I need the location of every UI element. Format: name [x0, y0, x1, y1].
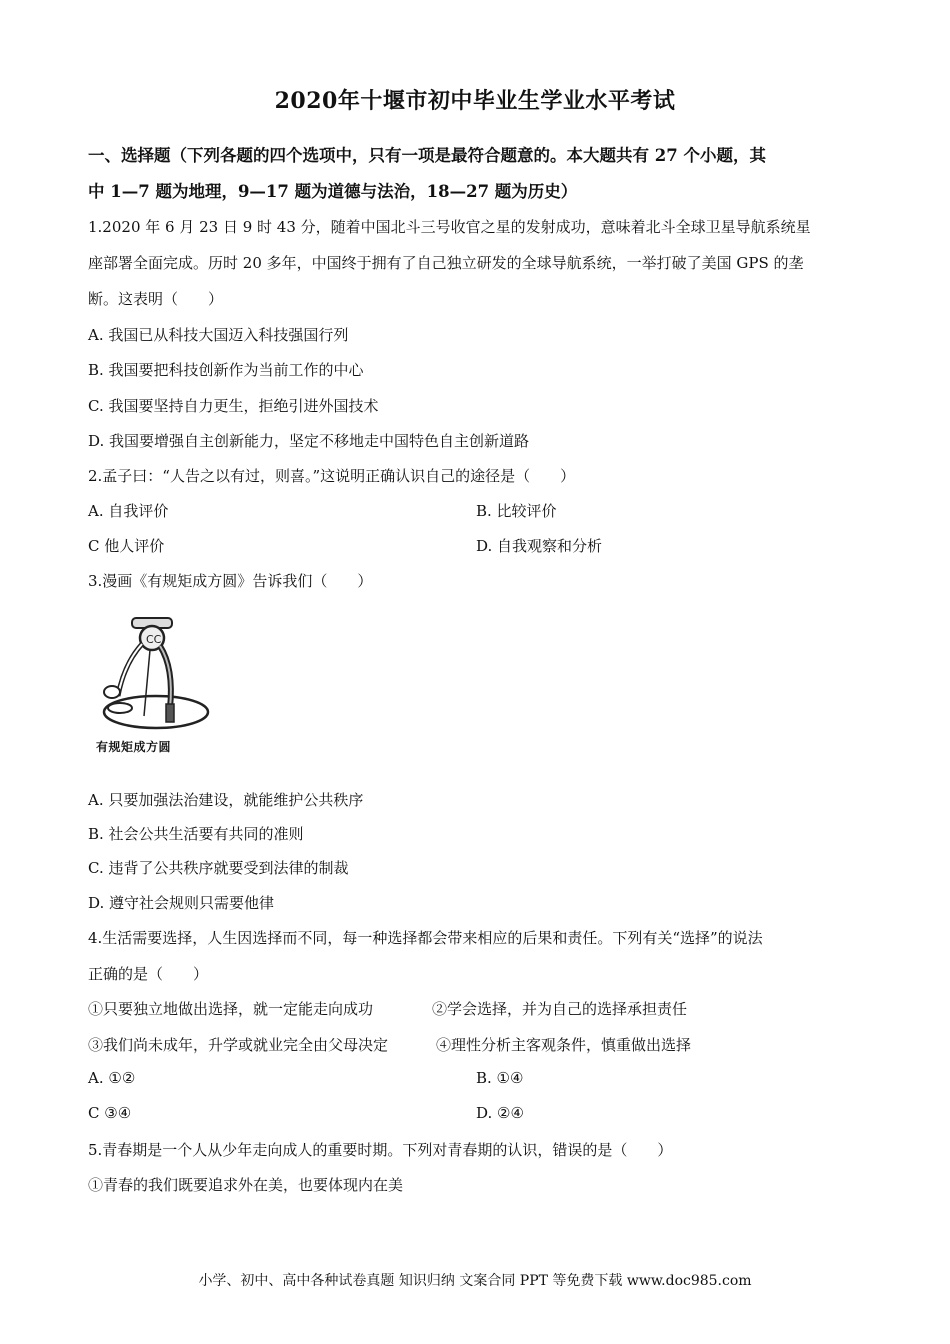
q3-option-d: D. 遵守社会规则只需要他律: [88, 894, 275, 912]
q5-stem: 5.青春期是一个人从少年走向成人的重要时期。下列对青春期的认识，错误的是（ ）: [88, 1141, 673, 1159]
q4-statement-2: ②学会选择，并为自己的选择承担责任: [432, 1000, 688, 1018]
q2-stem: 2.孟子曰：“人告之以有过，则喜。”这说明正确认识自己的途径是（ ）: [88, 467, 576, 485]
q3-option-a: A. 只要加强法治建设，就能维护公共秩序: [88, 791, 364, 809]
q4-option-a: A. ①②: [88, 1069, 136, 1087]
q4-statement-3: ③我们尚未成年，升学或就业完全由父母决定: [88, 1036, 389, 1054]
section-heading-line-1: 一、选择题（下列各题的四个选项中，只有一项是最符合题意的。本大题共有 27 个小题，其: [88, 146, 766, 165]
q1-stem-line-1: 1.2020 年 6 月 23 日 9 时 43 分，随着中国北斗三号收官之星的发射成功，意味着北斗全球卫星导航系统星: [88, 218, 811, 236]
section-heading-line-2: 中 1—7 题为地理，9—17 题为道德与法治，18—27 题为历史）: [88, 182, 578, 201]
q2-option-a: A. 自我评价: [88, 502, 169, 520]
exam-title: 2020年十堰市初中毕业生学业水平考试: [274, 88, 676, 114]
q4-statement-4: ④理性分析主客观条件，慎重做出选择: [436, 1036, 692, 1054]
q5-statement-1: ①青春的我们既要追求外在美，也要体现内在美: [88, 1176, 404, 1194]
q2-option-d: D. 自我观察和分析: [476, 537, 603, 555]
q4-stem-line-1: 4.生活需要选择，人生因选择而不同，每一种选择都会带来相应的后果和责任。下列有关“选择”的说法: [88, 929, 763, 947]
q4-option-c: C ③④: [88, 1104, 132, 1122]
q1-option-a: A. 我国已从科技大国迈入科技强国行列: [88, 326, 349, 344]
q1-stem-line-3: 断。这表明（ ）: [88, 290, 224, 308]
q3-option-c: C. 违背了公共秩序就要受到法律的制裁: [88, 859, 349, 877]
svg-text:CC: CC: [146, 633, 162, 646]
q1-option-b: B. 我国要把科技创新作为当前工作的中心: [88, 361, 364, 379]
q2-option-c: C 他人评价: [88, 537, 165, 555]
page-footer: 小学、初中、高中各种试卷真题 知识归纳 文案合同 PPT 等免费下载 www.doc985.com: [198, 1273, 752, 1289]
q4-statement-1: ①只要独立地做出选择，就一定能走向成功: [88, 1000, 374, 1018]
q4-stem-line-2: 正确的是（ ）: [88, 965, 209, 983]
q2-option-b: B. 比较评价: [476, 502, 557, 520]
q1-option-c: C. 我国要坚持自力更生，拒绝引进外国技术: [88, 397, 379, 415]
q4-option-b: B. ①④: [476, 1069, 524, 1087]
q1-option-d: D. 我国要增强自主创新能力，坚定不移地走中国特色自主创新道路: [88, 432, 530, 450]
cartoon-caption: 有规矩成方圆: [96, 740, 172, 754]
q1-stem-line-2: 座部署全面完成。历时 20 多年，中国终于拥有了自己独立研发的全球导航系统，一举打破了美国 GPS 的垄: [88, 254, 804, 272]
q3-stem: 3.漫画《有规矩成方圆》告诉我们（ ）: [88, 572, 373, 590]
q3-option-b: B. 社会公共生活要有共同的准则: [88, 825, 304, 843]
compass-cartoon-image: [96, 612, 216, 760]
q4-option-d: D. ②④: [476, 1104, 524, 1122]
